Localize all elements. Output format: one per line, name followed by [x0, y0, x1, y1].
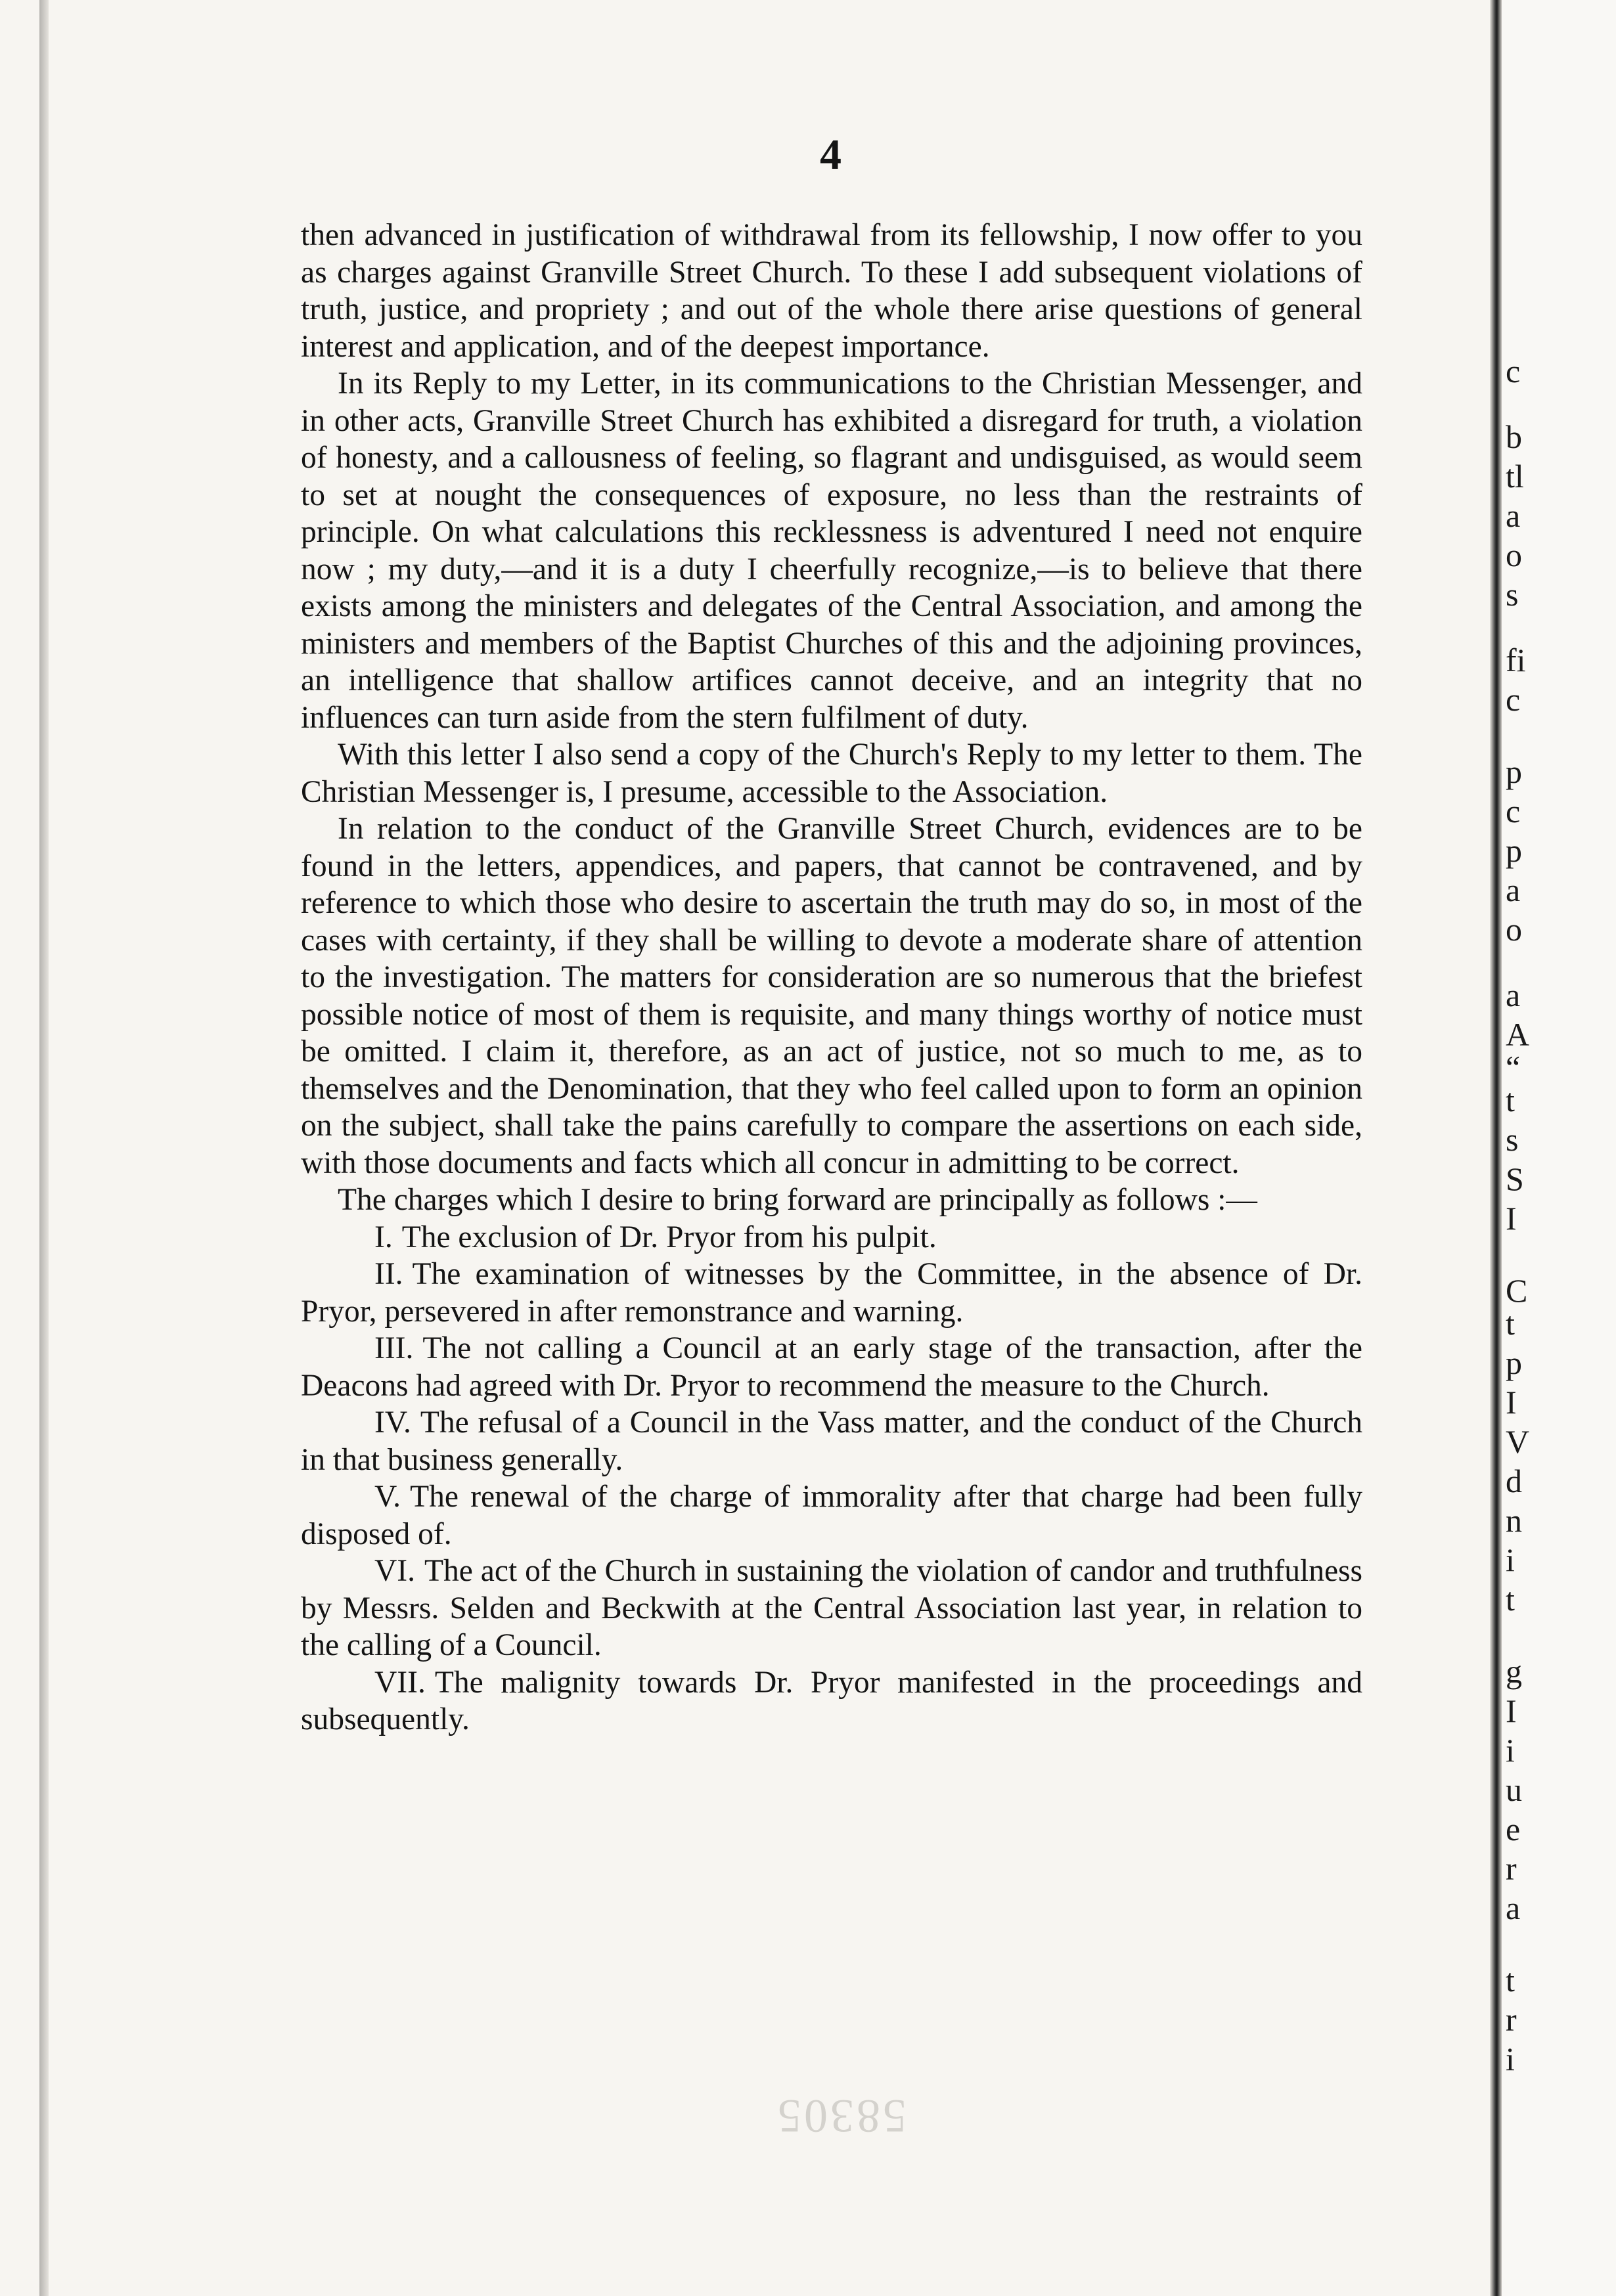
- facing-page-edge: [1502, 0, 1616, 2296]
- charge-number: VII.: [374, 1665, 426, 1700]
- facing-page-fragment: c: [1506, 793, 1521, 829]
- facing-page-fragment: c: [1506, 353, 1521, 389]
- facing-page-fragment: t: [1506, 1082, 1515, 1118]
- paragraph: In relation to the conduct of the Granville Street Church, evidences are to be found in the letters, appendices, and papers, that cannot be contravened, and by reference to which those who desire to ascertain the truth may do so, in most of the cases with certainty, if they shall be willing to devote a moderate share of attention to the investigation. The matters for consideration are so numerous that the briefest possible notice of most of them is requisite, and many things worthy of notice must be omitted. I claim it, therefore, as an act of justice, not so much to me, as to themselves and the Denomination, that they who feel called upon to form an opinion on the subject, shall take the pains carefully to compare the assertions on each side, with those documents and facts which all concur in admitting to be correct.: [301, 812, 1362, 1180]
- facing-page-fragment: o: [1506, 537, 1522, 573]
- facing-page-fragment: S: [1506, 1160, 1524, 1197]
- book-gutter: [1490, 0, 1502, 2296]
- charge-text: The malignity towards Dr. Pryor manifested in the proceedings and subsequently.: [301, 1665, 1362, 1736]
- paragraph: then advanced in justification of withdrawal from its fellowship, I now offer to you as charges against Granville Street Church. To these I add subsequent violations of truth, justice, and propriety ; and out of the whole there arise questions of general interest and application, and of the deepest importance.: [301, 218, 1362, 364]
- library-stamp: 58305: [775, 2090, 907, 2142]
- paragraph: With this letter I also send a copy of the Church's Reply to my letter to them. The Christian Messenger is, I presume, accessible to the Association.: [301, 738, 1362, 809]
- charge-item: [301, 1553, 1362, 1664]
- facing-page-fragment: I: [1506, 1200, 1517, 1237]
- facing-page-fragment: C: [1506, 1272, 1528, 1309]
- facing-page-fragment: o: [1506, 911, 1522, 948]
- page-number: 4: [820, 131, 842, 179]
- paragraph: In its Reply to my Letter, in its communications to the Christian Messenger, and in other acts, Granville Street Church has exhibited a disregard for truth, a violation of honesty, and a callousness of feeling, so flagrant and undisguised, as would seem to set at nought the consequences of exposure, no less than the restraints of principle. On what calculations this recklessness is adventured I need not enquire now ; my duty,—and it is a duty I cheerfully recognize,—is to believe that there exists among the ministers and delegates of the Central Association, and among the ministers and members of the Baptist Churches of this and the adjoining provinces, an intelligence that shallow artifices cannot deceive, and an integrity that no influences can turn aside from the stern fulfilment of duty.: [301, 366, 1362, 735]
- charge-text: The act of the Church in sustaining the violation of candor and truthfulness by Messrs. Selden and Beckwith at the Central Association last year, in relation to the calling of a Council.: [301, 1554, 1362, 1662]
- facing-page-fragment: t: [1506, 1305, 1515, 1342]
- charge-item: [301, 1330, 1362, 1404]
- facing-page-fragment: i: [1506, 2041, 1515, 2077]
- charge-item: [301, 1256, 1362, 1330]
- facing-page-fragment: a: [1506, 497, 1521, 534]
- facing-page-fragment: i: [1506, 1541, 1515, 1578]
- facing-page-fragment: g: [1506, 1653, 1522, 1690]
- facing-page-fragment: p: [1506, 1344, 1522, 1381]
- charge-item: [301, 1404, 1362, 1478]
- facing-page-fragment: r: [1506, 1850, 1517, 1887]
- facing-page-fragment: p: [1506, 753, 1522, 790]
- facing-page-fragment: n: [1506, 1502, 1522, 1539]
- facing-page-fragment: c: [1506, 681, 1521, 718]
- facing-page-fragment: I: [1506, 1692, 1517, 1729]
- facing-page-fragment: V: [1506, 1423, 1530, 1460]
- facing-page-fragment: tl: [1506, 458, 1524, 495]
- facing-page-fragment: a: [1506, 1889, 1521, 1926]
- charge-number: IV.: [374, 1405, 411, 1440]
- facing-page-fragment: a: [1506, 977, 1521, 1013]
- facing-page-fragment: fi: [1506, 642, 1526, 678]
- charge-text: The renewal of the charge of immorality after that charge had been fully disposed of.: [301, 1480, 1362, 1551]
- facing-page-fragment: e: [1506, 1811, 1521, 1847]
- facing-page-fragment: “: [1506, 1049, 1521, 1086]
- facing-page-fragment: A: [1506, 1016, 1530, 1053]
- charge-number: II.: [374, 1257, 403, 1291]
- charge-item: [301, 1219, 1362, 1256]
- facing-page-fragment: s: [1506, 576, 1519, 613]
- facing-page-fragment: d: [1506, 1463, 1522, 1499]
- charge-text: The examination of witnesses by the Committee, in the absence of Dr. Pryor, persevered in after remonstrance and warning.: [301, 1257, 1362, 1329]
- charges-list: [301, 1219, 1362, 1738]
- facing-page-fragment: a: [1506, 872, 1521, 908]
- charge-item: [301, 1478, 1362, 1553]
- facing-page-fragment: p: [1506, 832, 1522, 869]
- body-text: [301, 217, 1362, 1738]
- facing-page-fragment: r: [1506, 2001, 1517, 2038]
- charge-text: The refusal of a Council in the Vass matter, and the conduct of the Church in that business generally.: [301, 1405, 1362, 1477]
- charge-number: I.: [374, 1220, 393, 1254]
- facing-page-fragment: s: [1506, 1121, 1519, 1158]
- facing-page-fragment: b: [1506, 418, 1522, 455]
- charge-item: [301, 1664, 1362, 1738]
- charge-number: V.: [374, 1480, 401, 1514]
- facing-page-fragment: I: [1506, 1384, 1517, 1421]
- charge-number: VI.: [374, 1554, 415, 1588]
- facing-page-fragment: t: [1506, 1581, 1515, 1618]
- charge-text: The not calling a Council at an early stage of the transaction, after the Deacons had agreed with Dr. Pryor to recommend the measure to the Church.: [301, 1331, 1362, 1403]
- page-edge-shadow: [39, 0, 49, 2296]
- charge-number: III.: [374, 1331, 414, 1365]
- facing-page-fragment: t: [1506, 1962, 1515, 1998]
- facing-page-fragment: i: [1506, 1732, 1515, 1769]
- charge-text: The exclusion of Dr. Pryor from his pulpit.: [401, 1220, 937, 1254]
- facing-page-fragment: u: [1506, 1771, 1522, 1808]
- paragraph: The charges which I desire to bring forward are principally as follows :—: [338, 1183, 1257, 1217]
